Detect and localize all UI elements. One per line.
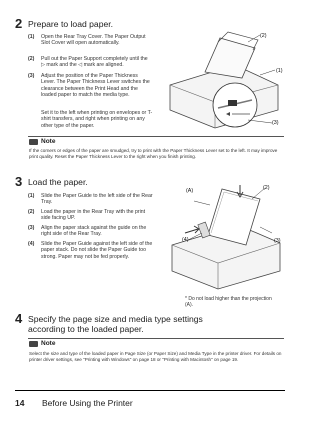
step-3-substep-1 (28, 193, 153, 207)
note-divider (28, 136, 284, 137)
substep-number: (1) (28, 193, 35, 199)
substep-text: Set it to the left when printing on envelopes or T-shirt transfers, and right when printing on any other type of the paper. (41, 110, 153, 129)
substep-text: Pull out the Paper Support completely until the ▷ mark and the ◁ mark are aligned. (41, 56, 148, 69)
footnote: * Do not load higher than the projection (A). (185, 296, 272, 308)
substep-text: Open the Rear Tray Cover. The Paper Output Slot Cover will open automatically. (41, 34, 146, 47)
section-title: Before Using the Printer (42, 398, 133, 408)
footer-divider (15, 390, 285, 391)
substep-number: (3) (28, 73, 35, 79)
printer-illustration-step-2 (160, 30, 290, 130)
step-2-substep-3-extra (28, 110, 153, 132)
callout-2: (2) (260, 33, 267, 39)
note-heading: Note (41, 340, 56, 347)
substep-number: (2) (28, 56, 35, 62)
page-number: 14 (15, 398, 25, 408)
step-2-substep-3 (28, 73, 153, 107)
note-icon (29, 139, 38, 145)
note-heading: Note (41, 138, 56, 145)
callout-1: (1) (276, 68, 283, 74)
step-2-substep-2 (28, 56, 153, 70)
substep-number: (1) (28, 34, 35, 40)
step-3-number: 3 (15, 174, 23, 189)
note-text: If the corners or edges of the paper are smudged, try to print with the Paper Thickness Lever set to the left. It may improve print quality. Reset the Paper Thickness Lever to the right when you finish printing. (29, 148, 278, 159)
callout-3: (3) (272, 120, 279, 126)
step-4-number: 4 (15, 311, 23, 326)
step-2-number: 2 (15, 16, 23, 31)
step-2-substep-1 (28, 34, 153, 54)
step-2-title: Prepare to load paper. (28, 19, 114, 29)
substep-text: Slide the Paper Guide to the left side of the Rear Tray. (41, 193, 153, 206)
note-text: Select the size and type of the loaded paper in Page Size (or Paper Size) and Media Type in the printer driver. For details on printer driver settings, see "Printing with Windows" on page 18 or "Printing with Macintosh" on page 19. (29, 351, 282, 362)
substep-text: Align the paper stack against the guide on the right side of the Rear Tray. (41, 225, 147, 238)
substep-number: (4) (28, 241, 35, 247)
callout-4: (4) (182, 237, 189, 243)
callout-3: (3) (274, 238, 281, 244)
step-3-substep-2 (28, 209, 153, 223)
step-3-substep-4 (28, 241, 153, 271)
step-4-title: Specify the page size and media type settings according to the loaded paper. (28, 314, 203, 334)
substep-number: (3) (28, 225, 35, 231)
note-icon (29, 341, 38, 347)
substep-text: Load the paper in the Rear Tray with the print side facing UP. (41, 209, 146, 222)
callout-2: (2) (263, 185, 270, 191)
substep-number: (2) (28, 209, 35, 215)
step-3-title: Load the paper. (28, 177, 88, 187)
note-divider (28, 338, 284, 339)
substep-text: Adjust the position of the Paper Thickness Lever. The Paper Thickness Lever switches the clearance between the Print Head and the loaded paper to match the media type. (41, 73, 150, 98)
callout-a: (A) (186, 188, 194, 194)
substep-text: Slide the Paper Guide against the left side of the paper stack. Do not slide the Paper Guide too strong. Paper may not be fed properly. (41, 241, 153, 260)
step-3-substep-3 (28, 225, 153, 239)
printer-illustration-step-3 (160, 183, 290, 293)
